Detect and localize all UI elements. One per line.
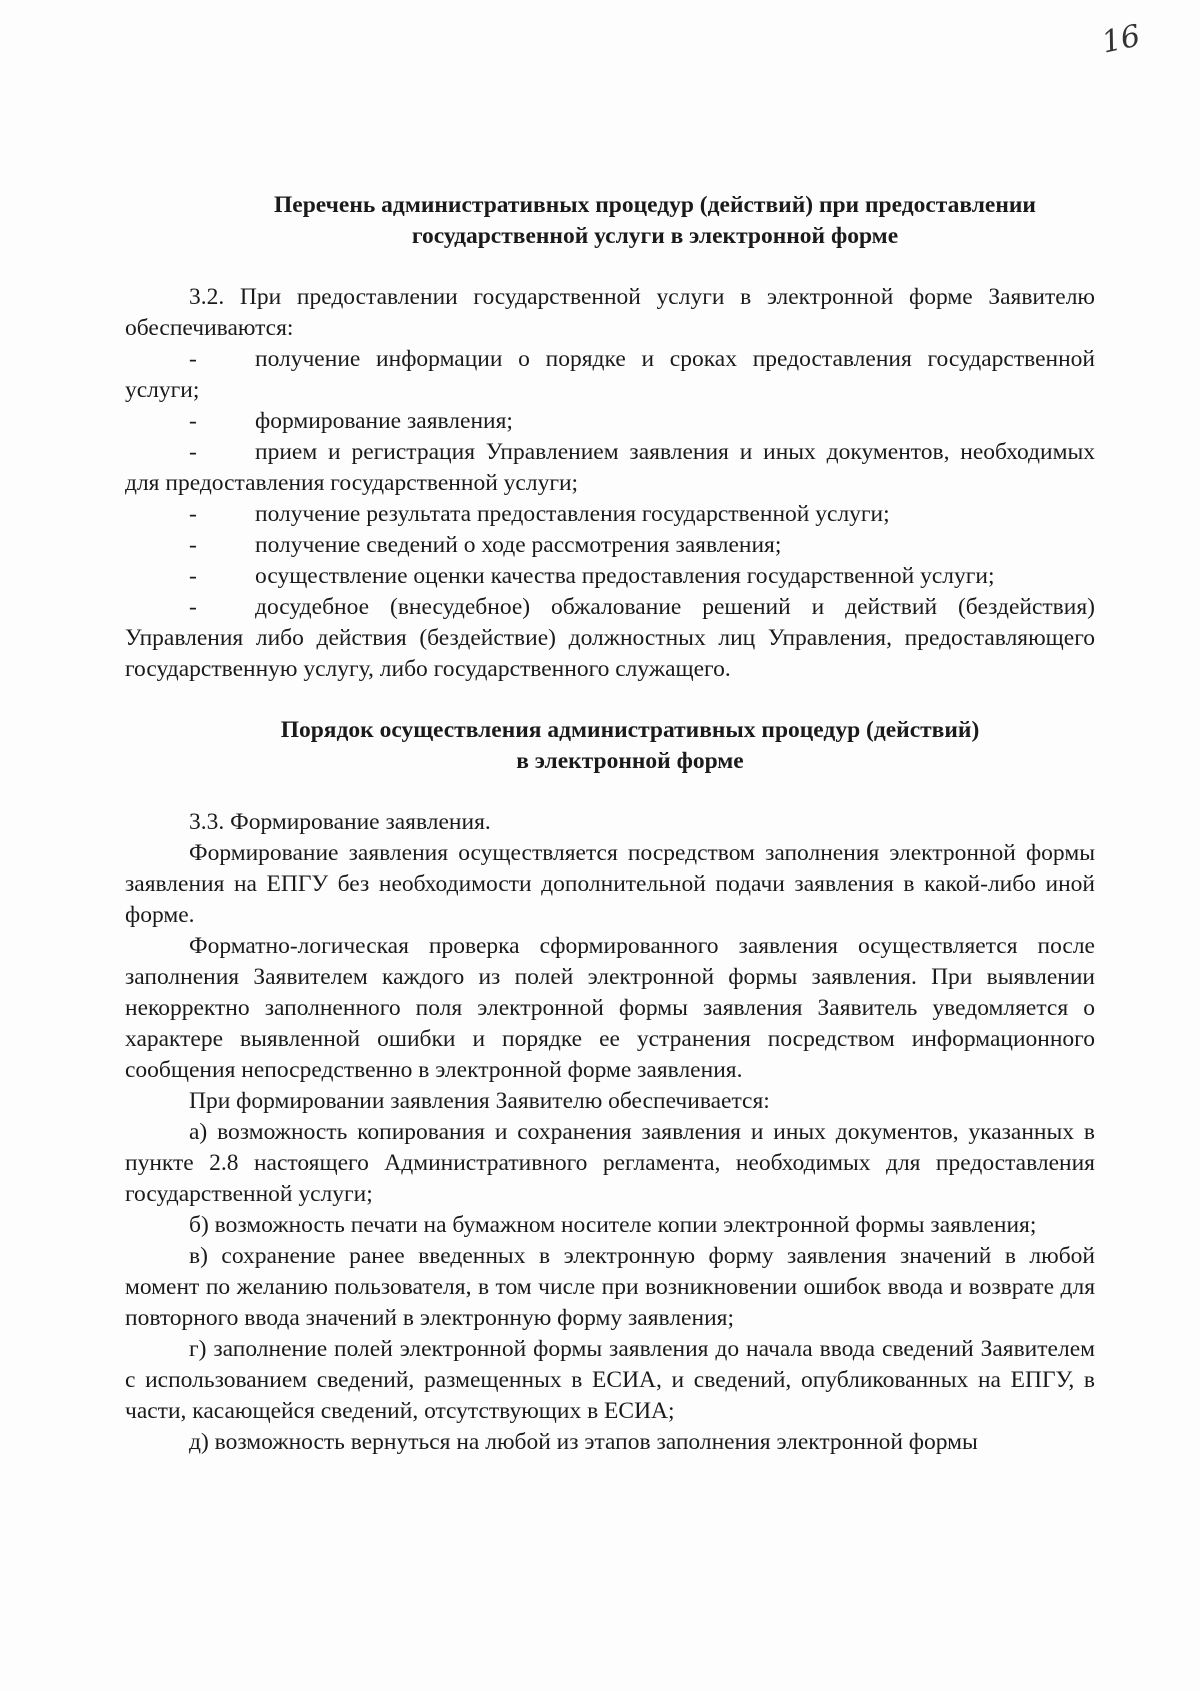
dash-marker: - xyxy=(189,408,197,434)
dash-marker: - xyxy=(189,501,197,527)
paragraph: Формирование заявления осуществляется посредством заполнения электронной формы заявления на ЕПГУ без необходимости дополнительной подачи заявления в какой-либо иной форме. xyxy=(125,840,1095,928)
list-item-d: д) возможность вернуться на любой из этапов заполнения электронной формы xyxy=(189,1429,978,1455)
section-heading-procedures-list xyxy=(125,190,1095,252)
section-heading-procedures-order xyxy=(125,715,1095,777)
bullet-item xyxy=(125,530,1095,561)
list-item-b: б) возможность печати на бумажном носителе копии электронной формы заявления; xyxy=(189,1212,1037,1238)
bullet-text: прием и регистрация Управлением заявления и иных документов, необходимых для предоставления государственной услуги; xyxy=(125,439,1095,496)
bullet-item xyxy=(125,406,1095,437)
bullet-item xyxy=(125,592,1095,685)
paragraph-3-3: 3.3. Формирование заявления. xyxy=(189,809,491,835)
handwritten-page-number: 16 xyxy=(1098,18,1144,61)
bullet-text: досудебное (внесудебное) обжалование решений и действий (бездействия) Управления либо действия (бездействие) должностных лиц Управления, предоставляющего государственную услугу, либо государственного служащего. xyxy=(125,594,1095,682)
dash-marker: - xyxy=(189,532,197,558)
list-item-a: а) возможность копирования и сохранения заявления и иных документов, указанных в пункте 2.8 настоящего Административного регламента, необходимых для предоставления государственной услуги; xyxy=(125,1119,1095,1207)
bullet-item xyxy=(125,344,1095,406)
dash-marker: - xyxy=(189,594,197,620)
bullet-text: получение информации о порядке и сроках предоставления государственной услуги; xyxy=(125,346,1095,403)
bullet-text: получение сведений о ходе рассмотрения заявления; xyxy=(255,532,782,558)
dash-marker: - xyxy=(189,346,197,372)
heading-line: Перечень административных процедур (действий) при предоставлении xyxy=(274,192,1036,218)
document-body xyxy=(125,190,1095,1458)
list-item-v: в) сохранение ранее введенных в электронную форму заявления значений в любой момент по желанию пользователя, в том числе при возникновении ошибок ввода и возврате для повторного ввода значений в электронную форму заявления; xyxy=(125,1243,1095,1331)
dash-marker: - xyxy=(189,563,197,589)
paragraph: Форматно-логическая проверка сформированного заявления осуществляется после заполнения Заявителем каждого из полей электронной формы заявления. При выявлении некорректно заполненного поля электронной формы заявления Заявитель уведомляется о характере выявленной ошибки и порядке ее устранения посредством информационного сообщения непосредственно в электронной форме заявления. xyxy=(125,933,1095,1083)
paragraph-3-2: 3.2. При предоставлении государственной услуги в электронной форме Заявителю обеспечиваются: xyxy=(125,284,1095,341)
dash-marker: - xyxy=(189,439,197,465)
bullet-text: осуществление оценки качества предоставления государственной услуги; xyxy=(255,563,995,589)
bullet-text: получение результата предоставления государственной услуги; xyxy=(255,501,890,527)
bullet-item xyxy=(125,561,1095,592)
heading-line: Порядок осуществления административных процедур (действий) xyxy=(280,717,980,743)
bullet-text: формирование заявления; xyxy=(255,408,513,434)
bullet-item xyxy=(125,437,1095,499)
paragraph: При формировании заявления Заявителю обеспечивается: xyxy=(189,1088,770,1114)
heading-line: государственной услуги в электронной форме xyxy=(411,223,899,249)
heading-line: в электронной форме xyxy=(516,748,744,774)
bullet-item xyxy=(125,499,1095,530)
list-item-g: г) заполнение полей электронной формы заявления до начала ввода сведений Заявителем с использованием сведений, размещенных в ЕСИА, и сведений, опубликованных на ЕПГУ, в части, касающейся сведений, отсутствующих в ЕСИА; xyxy=(125,1336,1095,1424)
